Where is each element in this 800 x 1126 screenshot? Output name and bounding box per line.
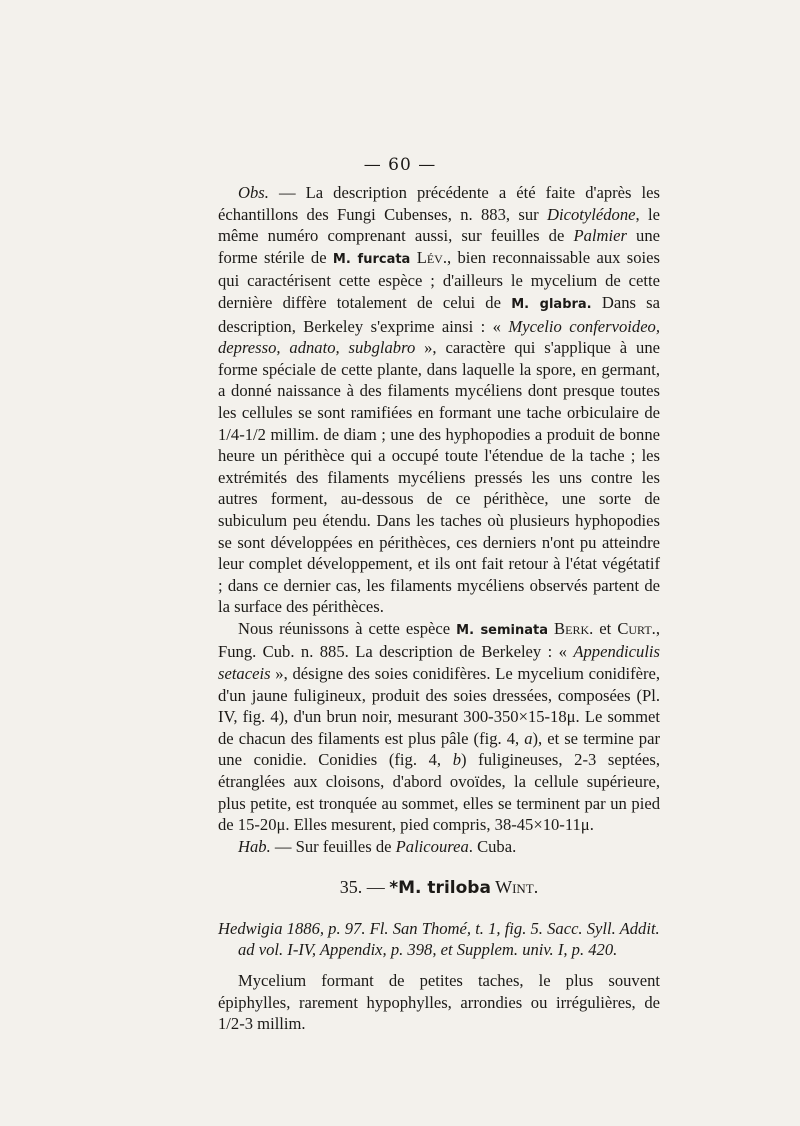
- genus-name: Palicourea: [395, 836, 469, 856]
- italic-run: Palmier: [573, 226, 627, 246]
- text-run: — Sur feuilles de: [270, 836, 396, 856]
- final-paragraph: Mycelium formant de petites taches, le plus souvent épiphylles, rarement hypophylles, arrondies ou irrégulières, de 1/2-3 millim.: [218, 971, 660, 1034]
- text-run: — La description précédente a été faite d'après les échantillons des Fungi Cubenses, n. 883, sur: [218, 183, 660, 224]
- obs-label: Obs.: [238, 183, 269, 202]
- text-run: une forme stérile de: [218, 226, 661, 267]
- figure-letter: b: [452, 750, 462, 770]
- bibliographic-reference: Hedwigia 1886, p. 97. Fl. San Thomé, t. 1, fig. 5. Sacc. Syll. Addit. ad vol. I-IV, Appendix, p. 398, et Supplem. univ. I, p. 420.: [218, 919, 660, 959]
- species-heading-author: Wint.: [490, 877, 539, 898]
- hab-paragraph: [218, 836, 660, 858]
- section-heading: [218, 877, 660, 900]
- text-run: Nous réunissons à cette espèce: [238, 618, 457, 638]
- text-run: , le même numéro comprenant aussi, sur feuilles de: [218, 204, 660, 246]
- hab-label: Hab.: [238, 836, 271, 856]
- species-heading-name: *M. triloba: [389, 878, 491, 899]
- figure-letter: a: [524, 728, 533, 748]
- text-run: », caractère qui s'applique à une forme spéciale de cette plante, dans laquelle la spore, en germant, a donné naissance à des filaments mycéliens dont presque toutes les cellules se sont ramifiées en formant une tache orbiculaire de 1/4-1/2 millim. de diam ; une des hyphopodies a produit de bonne heure un périthèce qui a occupé toute l'étendue de la tache ; les extrémités des filaments mycéliens pressés les uns contre les autres forment, au-dessous de ce périthèce, une sorte de subiculum peu étendu. Dans les taches où plusieurs hyphopodies se sont développées en périthèces, ces derniers n'ont pu atteindre leur complet développement, et ils ont fait retour à l'état végétatif ; dans ce dernier cas, les filaments mycéliens observés partent de la surface des périthèces.: [218, 338, 660, 617]
- text-run: Dans sa description, Berkeley s'exprime ainsi : «: [218, 292, 660, 336]
- obs-paragraph: [218, 182, 660, 618]
- text-run: ) fuligineuses, 2-3 septées, étranglées aux cloisons, d'abord ovoïdes, la cellule supérieure, plus petite, est tronquée au sommet, elles se terminent par un pied de 15-20μ. Elles mesurent, pied compris, 38-45×10-11μ.: [218, 750, 660, 835]
- text-run: ), et se termine par une conidie. Conidies (fig. 4,: [218, 728, 660, 770]
- latin-quote: Mycelio confervoideo, depresso, adnato, subglabro: [218, 316, 661, 358]
- nous-paragraph: [218, 618, 660, 836]
- author-name: Lév.: [410, 247, 447, 267]
- author-name: Berk.: [548, 618, 594, 638]
- text-run: , bien reconnaissable aux soies qui caractérisent cette espèce ; d'ailleurs le mycelium de cette dernière diffère totalement de celui de: [218, 247, 660, 312]
- body-text: [218, 182, 660, 1035]
- section-number: 35. —: [339, 877, 390, 898]
- author-name: Curt.: [617, 618, 656, 638]
- species-name: M. glabra.: [511, 296, 592, 312]
- italic-run: Dicotylédone: [547, 204, 636, 224]
- text-run: , Fung. Cub. n. 885. La description de Berkeley : «: [218, 618, 660, 662]
- text-run: », désigne des soies conidifères. Le mycelium conidifère, d'un jaune fuligineux, produit des soies dressées, composées (Pl. IV, fig. 4), d'un brun noir, mesurant 300-350×15-18μ. Le sommet de chacun des filaments est plus pâle (fig. 4,: [218, 664, 660, 748]
- latin-quote: Appendiculis setaceis: [218, 642, 660, 684]
- species-name: M. furcata: [332, 251, 411, 267]
- page-number: — 60 —: [363, 155, 437, 175]
- text-run: et: [593, 618, 618, 638]
- species-name: M. seminata: [456, 622, 549, 638]
- text-run: . Cuba.: [468, 836, 517, 856]
